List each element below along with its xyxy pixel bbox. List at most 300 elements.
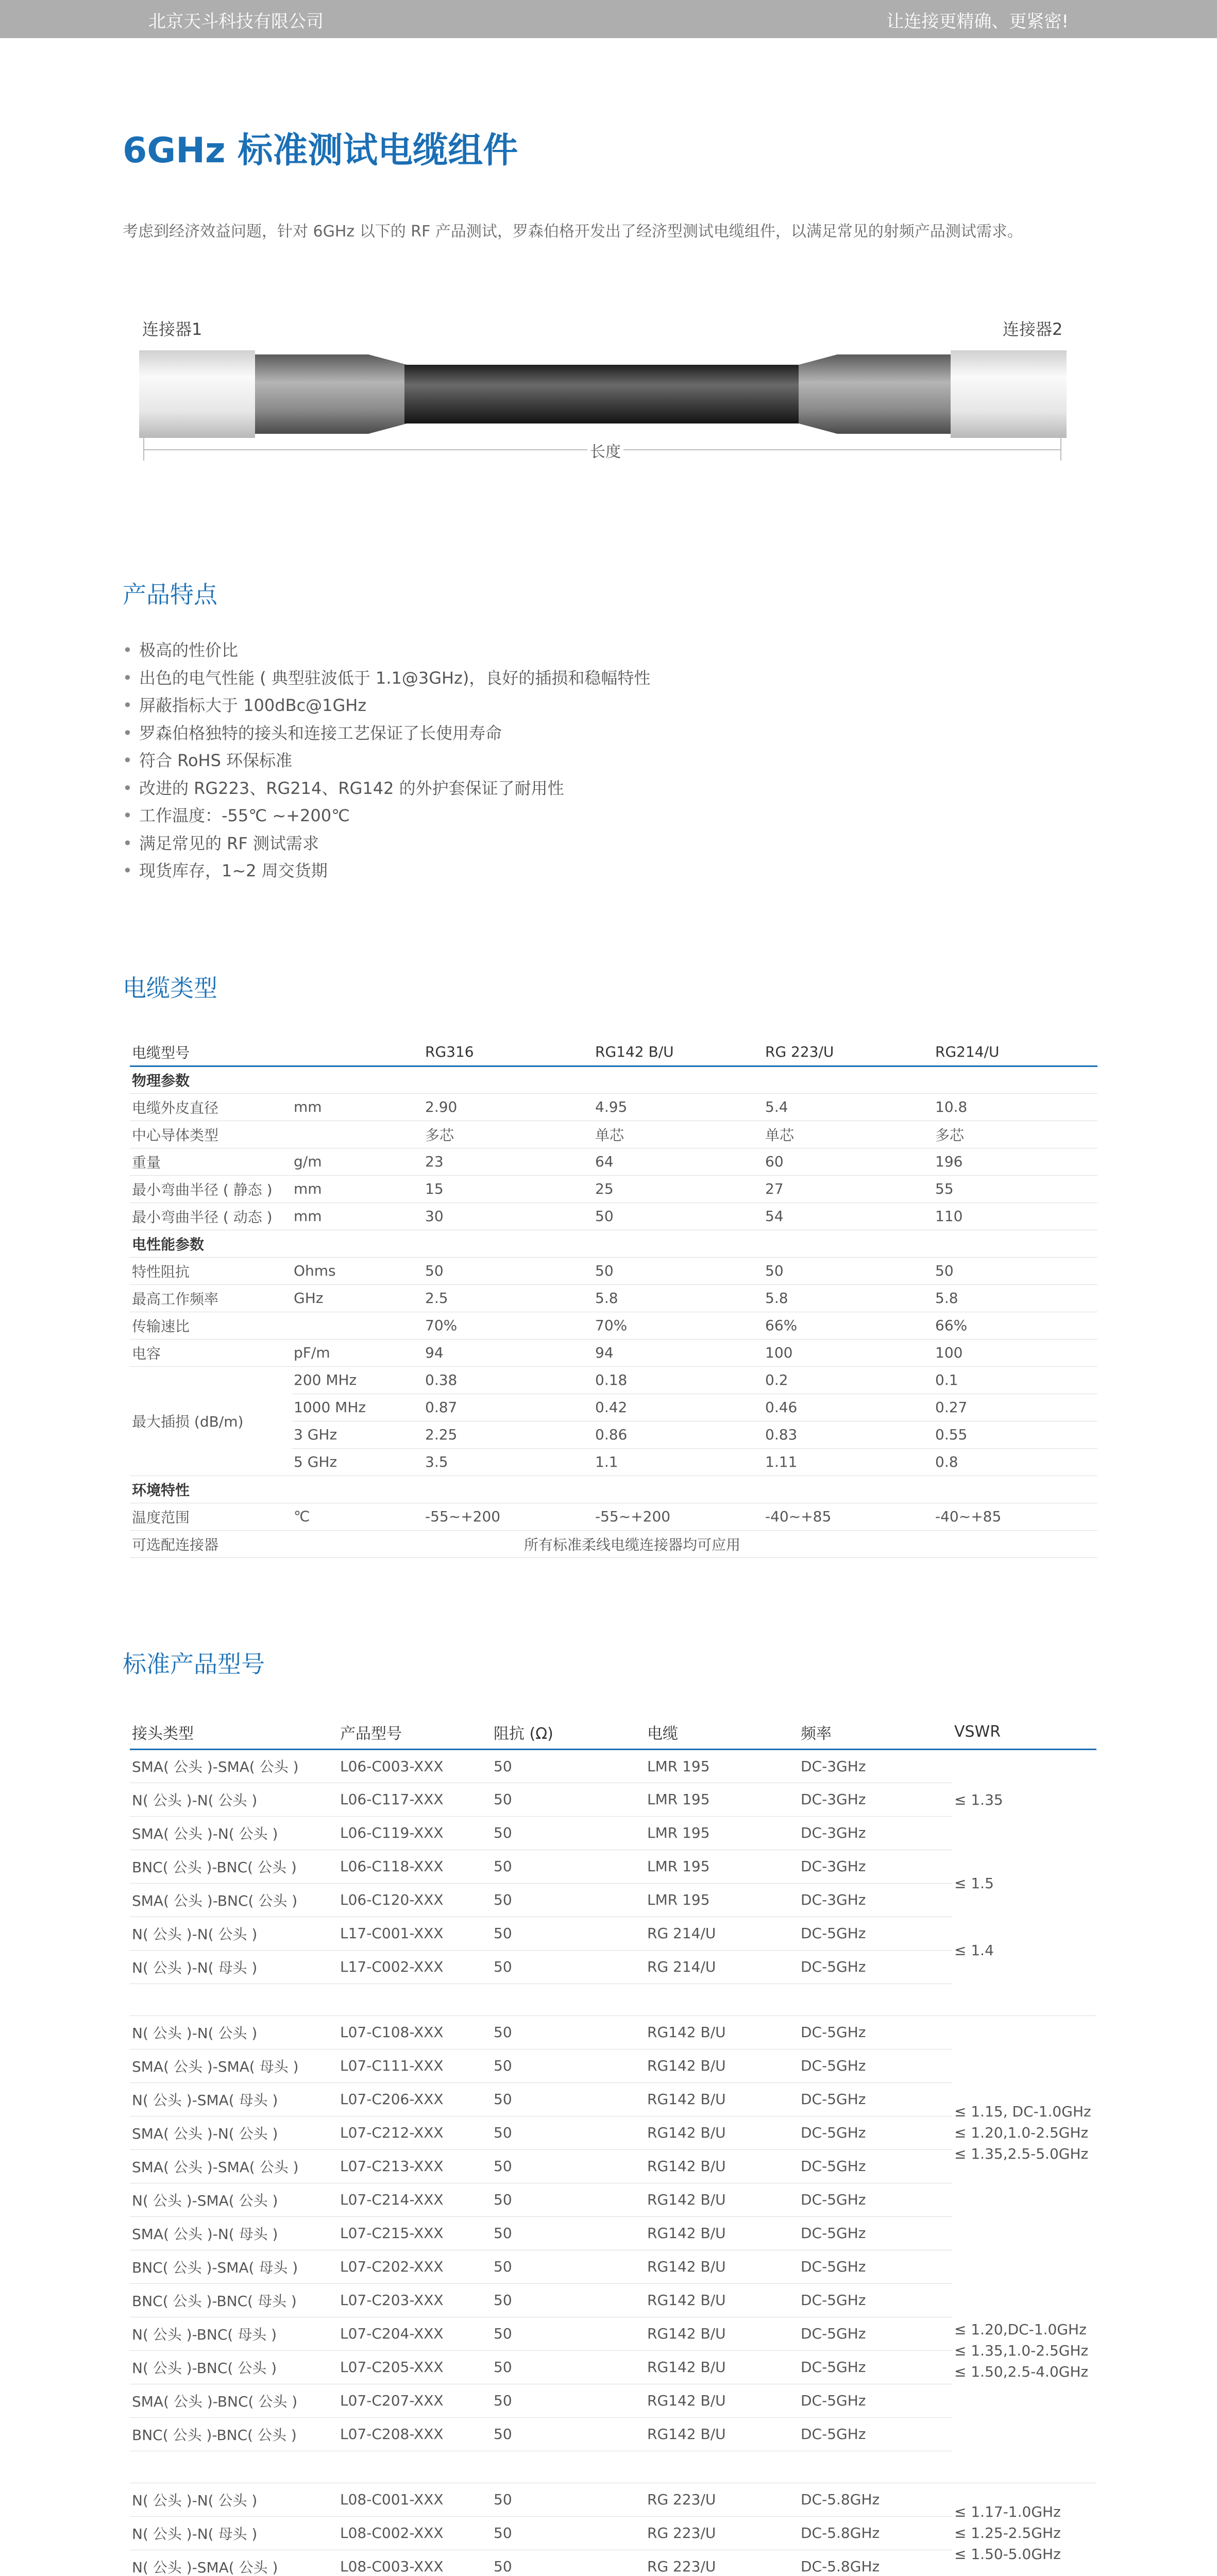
slogan: 让连接更精确、更紧密! bbox=[886, 11, 1069, 32]
table-cell: LMR 195 bbox=[645, 1816, 799, 1850]
table-cell: 60 bbox=[763, 1148, 933, 1175]
table-cell: 50 bbox=[492, 1783, 645, 1816]
bullet-icon: • bbox=[123, 696, 132, 715]
table-cell: 5.8 bbox=[763, 1284, 933, 1312]
table-cell: 70% bbox=[593, 1312, 763, 1339]
table-cell: 196 bbox=[933, 1148, 1097, 1175]
vswr-cell bbox=[952, 2015, 1096, 2250]
bullet-icon: • bbox=[123, 668, 132, 688]
table-cell: 110 bbox=[933, 1202, 1097, 1230]
table-cell: 50 bbox=[492, 2384, 645, 2417]
vswr-cell bbox=[952, 2250, 1096, 2451]
vswr-value: ≤ 1.35 bbox=[954, 1791, 1003, 1808]
bullet-icon: • bbox=[123, 806, 132, 825]
table-cell: 传输速比 bbox=[130, 1312, 292, 1339]
column-header: 频率 bbox=[799, 1716, 952, 1749]
table-cell: 54 bbox=[763, 1202, 933, 1230]
table-cell: 0.83 bbox=[763, 1421, 933, 1448]
bullet-icon: • bbox=[123, 778, 132, 798]
table-cell: LMR 195 bbox=[645, 1883, 799, 1917]
table-row bbox=[130, 2216, 1096, 2250]
table-cell: 50 bbox=[492, 2550, 645, 2576]
table-row bbox=[130, 1202, 1097, 1230]
feature-text: 符合 RoHS 环保标准 bbox=[139, 751, 293, 770]
table-row bbox=[130, 2082, 1096, 2116]
table-row bbox=[130, 2015, 1096, 2049]
table-cell: DC-5.8GHz bbox=[799, 2550, 952, 2576]
table-cell: L07-C203-XXX bbox=[338, 2283, 492, 2317]
table-cell: 1.1 bbox=[593, 1448, 763, 1476]
table-cell: RG 223/U bbox=[645, 2550, 799, 2576]
table-cell: 0.55 bbox=[933, 1421, 1097, 1448]
block-separator bbox=[130, 1984, 1096, 2015]
table-cell: 5.8 bbox=[933, 1284, 1097, 1312]
column-header bbox=[292, 1039, 423, 1066]
table-cell: 55 bbox=[933, 1175, 1097, 1202]
table-row bbox=[130, 1366, 1097, 1394]
table-cell: 4.95 bbox=[593, 1093, 763, 1121]
table-cell: 50 bbox=[492, 2317, 645, 2350]
intro-text: 考虑到经济效益问题，针对 6GHz 以下的 RF 产品测试，罗森伯格开发出了经济型测试电缆组件，以满足常见的射频产品测试需求。 bbox=[123, 223, 1023, 241]
vswr-value: ≤ 1.35,1.0-2.5GHz bbox=[954, 2342, 1089, 2359]
column-header: 电缆型号 bbox=[130, 1039, 292, 1066]
table-cell: BNC( 公头 )-BNC( 母头 ) bbox=[130, 2283, 338, 2317]
table-cell: RG142 B/U bbox=[645, 2384, 799, 2417]
table-cell: 50 bbox=[492, 2183, 645, 2216]
table-cell: RG 214/U bbox=[645, 1917, 799, 1950]
table-cell: ℃ bbox=[292, 1503, 423, 1530]
table-cell: 100 bbox=[763, 1339, 933, 1366]
column-header: 阻抗 (Ω) bbox=[492, 1716, 645, 1749]
table-cell: LMR 195 bbox=[645, 1850, 799, 1883]
table-cell: 50 bbox=[492, 1816, 645, 1850]
table-cell: -40~+85 bbox=[933, 1503, 1097, 1530]
table-cell: RG 223/U bbox=[645, 2483, 799, 2516]
table-cell: N( 公头 )-N( 公头 ) bbox=[130, 2015, 338, 2049]
table-cell: -40~+85 bbox=[763, 1503, 933, 1530]
top-bar bbox=[0, 0, 1217, 38]
table-cell: L07-C207-XXX bbox=[338, 2384, 492, 2417]
table-cell: 2.90 bbox=[423, 1093, 593, 1121]
table-cell: 3 GHz bbox=[292, 1421, 423, 1448]
table-cell: 电容 bbox=[130, 1339, 292, 1366]
vswr-value: ≤ 1.4 bbox=[954, 1941, 994, 1959]
table-cell: 50 bbox=[593, 1202, 763, 1230]
right-connector bbox=[951, 350, 1067, 438]
table-cell: L07-C215-XXX bbox=[338, 2216, 492, 2250]
table-cell: DC-5GHz bbox=[799, 2116, 952, 2149]
table-cell: 27 bbox=[763, 1175, 933, 1202]
table-cell: 单芯 bbox=[763, 1121, 933, 1148]
group-row bbox=[130, 1476, 1097, 1503]
table-cell: RG142 B/U bbox=[645, 2216, 799, 2250]
table-cell: LMR 195 bbox=[645, 1749, 799, 1783]
table-cell: DC-5GHz bbox=[799, 2250, 952, 2283]
table-cell: 50 bbox=[492, 1917, 645, 1950]
vswr-cell bbox=[952, 1749, 1096, 1850]
feature-text: 满足常见的 RF 测试需求 bbox=[139, 833, 319, 853]
table-row bbox=[130, 2384, 1096, 2417]
table-cell: 70% bbox=[423, 1312, 593, 1339]
table-cell: 94 bbox=[423, 1339, 593, 1366]
table-cell: 特性阻抗 bbox=[130, 1257, 292, 1284]
table-row bbox=[130, 1503, 1097, 1530]
table-cell bbox=[292, 1121, 423, 1148]
feature-item bbox=[123, 830, 650, 858]
table-cell: 50 bbox=[492, 2516, 645, 2550]
group-row bbox=[130, 1066, 1097, 1093]
table-cell: -55~+200 bbox=[423, 1503, 593, 1530]
table-cell: 23 bbox=[423, 1148, 593, 1175]
table-cell: 50 bbox=[933, 1257, 1097, 1284]
table-cell: L08-C002-XXX bbox=[338, 2516, 492, 2550]
table-cell: 10.8 bbox=[933, 1093, 1097, 1121]
feature-text: 工作温度：-55℃ ~+200℃ bbox=[139, 806, 350, 825]
table-cell: 最小弯曲半径 ( 静态 ) bbox=[130, 1175, 292, 1202]
table-cell: L07-C214-XXX bbox=[338, 2183, 492, 2216]
table-row bbox=[130, 1148, 1097, 1175]
table-cell: 50 bbox=[492, 2483, 645, 2516]
table-cell: 94 bbox=[593, 1339, 763, 1366]
table-cell: 15 bbox=[423, 1175, 593, 1202]
table-cell: DC-5GHz bbox=[799, 1917, 952, 1950]
table-cell bbox=[292, 1530, 423, 1557]
feature-text: 罗森伯格独特的接头和连接工艺保证了长使用寿命 bbox=[139, 723, 502, 743]
column-header: RG 223/U bbox=[763, 1039, 933, 1066]
cable-body bbox=[404, 365, 801, 423]
table-cell: 5.8 bbox=[593, 1284, 763, 1312]
products-title: 标准产品型号 bbox=[123, 1650, 265, 1678]
table-cell: 多芯 bbox=[423, 1121, 593, 1148]
feature-item bbox=[123, 857, 650, 885]
table-cell: N( 公头 )-N( 母头 ) bbox=[130, 1950, 338, 1984]
table-row bbox=[130, 2283, 1096, 2317]
table-cell: L08-C003-XXX bbox=[338, 2550, 492, 2576]
table-cell: DC-5GHz bbox=[799, 2317, 952, 2350]
table-row bbox=[130, 2149, 1096, 2183]
vswr-value: ≤ 1.5 bbox=[954, 1874, 994, 1892]
table-cell: SMA( 公头 )-SMA( 母头 ) bbox=[130, 2049, 338, 2082]
table-cell: 中心导体类型 bbox=[130, 1121, 292, 1148]
table-cell: DC-5GHz bbox=[799, 2283, 952, 2317]
table-cell: BNC( 公头 )-SMA( 母头 ) bbox=[130, 2250, 338, 2283]
table-cell: DC-5.8GHz bbox=[799, 2483, 952, 2516]
table-cell: L07-C202-XXX bbox=[338, 2250, 492, 2283]
table-row bbox=[130, 1093, 1097, 1121]
column-header: RG316 bbox=[423, 1039, 593, 1066]
table-cell: RG142 B/U bbox=[645, 2015, 799, 2049]
separator-cell bbox=[130, 1984, 1096, 2015]
table-cell: SMA( 公头 )-BNC( 公头 ) bbox=[130, 1883, 338, 1917]
feature-item bbox=[123, 665, 650, 692]
table-cell: 5.4 bbox=[763, 1093, 933, 1121]
table-row bbox=[130, 2116, 1096, 2149]
table-cell: L06-C120-XXX bbox=[338, 1883, 492, 1917]
feature-item bbox=[123, 720, 650, 748]
table-cell: 0.86 bbox=[593, 1421, 763, 1448]
table-cell: DC-5GHz bbox=[799, 2384, 952, 2417]
table-cell: N( 公头 )-SMA( 母头 ) bbox=[130, 2082, 338, 2116]
table-row bbox=[130, 2483, 1096, 2516]
table-cell: DC-3GHz bbox=[799, 1783, 952, 1816]
table-cell: 200 MHz bbox=[292, 1366, 423, 1394]
table-cell: L06-C003-XXX bbox=[338, 1749, 492, 1783]
table-cell: 所有标准柔线电缆连接器均可应用 bbox=[423, 1530, 1097, 1557]
table-cell: 30 bbox=[423, 1202, 593, 1230]
features-title: 产品特点 bbox=[123, 581, 217, 608]
table-cell: 0.38 bbox=[423, 1366, 593, 1394]
table-row bbox=[130, 1530, 1097, 1557]
table-cell: SMA( 公头 )-N( 公头 ) bbox=[130, 2116, 338, 2149]
vswr-value: ≤ 1.15, DC-1.0GHz bbox=[954, 2103, 1091, 2121]
table-cell: 50 bbox=[423, 1257, 593, 1284]
table-cell: RG142 B/U bbox=[645, 2350, 799, 2384]
bullet-icon: • bbox=[123, 833, 132, 853]
table-cell: 50 bbox=[492, 2049, 645, 2082]
table-row bbox=[130, 1312, 1097, 1339]
table-cell: N( 公头 )-BNC( 母头 ) bbox=[130, 2317, 338, 2350]
table-cell: DC-5GHz bbox=[799, 2183, 952, 2216]
table-cell: GHz bbox=[292, 1284, 423, 1312]
table-cell: 0.87 bbox=[423, 1394, 593, 1421]
table-cell: g/m bbox=[292, 1148, 423, 1175]
table-cell: DC-5GHz bbox=[799, 1950, 952, 1984]
table-cell: 0.46 bbox=[763, 1394, 933, 1421]
table-row bbox=[130, 2049, 1096, 2082]
left-boot bbox=[255, 354, 407, 434]
table-cell: 0.27 bbox=[933, 1394, 1097, 1421]
table-cell: RG142 B/U bbox=[645, 2149, 799, 2183]
vswr-value: ≤ 1.25-2.5GHz bbox=[954, 2524, 1061, 2542]
table-cell: DC-5GHz bbox=[799, 2350, 952, 2384]
table-row bbox=[130, 1883, 1096, 1917]
connector1-label: 连接器1 bbox=[142, 319, 202, 339]
table-cell: DC-3GHz bbox=[799, 1749, 952, 1783]
table-cell: 0.2 bbox=[763, 1366, 933, 1394]
table-cell: L07-C205-XXX bbox=[338, 2350, 492, 2384]
table-cell: 5 GHz bbox=[292, 1448, 423, 1476]
table-cell: 50 bbox=[492, 1749, 645, 1783]
table-cell: L08-C001-XXX bbox=[338, 2483, 492, 2516]
table-row bbox=[130, 1175, 1097, 1202]
table-cell: 50 bbox=[492, 2015, 645, 2049]
table-cell: 3.5 bbox=[423, 1448, 593, 1476]
column-header: 产品型号 bbox=[338, 1716, 492, 1749]
column-header: RG142 B/U bbox=[593, 1039, 763, 1066]
feature-item bbox=[123, 802, 650, 830]
connector2-label: 连接器2 bbox=[1003, 319, 1063, 339]
table-cell: L17-C002-XXX bbox=[338, 1950, 492, 1984]
table-cell: DC-3GHz bbox=[799, 1816, 952, 1850]
table-row bbox=[130, 1816, 1096, 1850]
table-cell: N( 公头 )-N( 母头 ) bbox=[130, 2516, 338, 2550]
table-cell: DC-5GHz bbox=[799, 2216, 952, 2250]
table-cell: LMR 195 bbox=[645, 1783, 799, 1816]
vswr-cell bbox=[952, 1850, 1096, 1917]
cable-diagram bbox=[139, 350, 1067, 438]
table-cell: DC-3GHz bbox=[799, 1883, 952, 1917]
vswr-cell bbox=[952, 1917, 1096, 1984]
vswr-value: ≤ 1.20,1.0-2.5GHz bbox=[954, 2124, 1089, 2142]
table-cell: Ohms bbox=[292, 1257, 423, 1284]
cable-types-table bbox=[130, 1039, 1097, 1558]
table-cell: DC-3GHz bbox=[799, 1850, 952, 1883]
page-title: 6GHz 标准测试电缆组件 bbox=[123, 130, 518, 171]
bullet-icon: • bbox=[123, 751, 132, 770]
table-cell: mm bbox=[292, 1202, 423, 1230]
table-cell: L06-C118-XXX bbox=[338, 1850, 492, 1883]
table-row bbox=[130, 2183, 1096, 2216]
feature-text: 屏蔽指标大于 100dBc@1GHz bbox=[139, 696, 367, 715]
table-header-row bbox=[130, 1716, 1096, 1749]
table-cell: 64 bbox=[593, 1148, 763, 1175]
table-cell: 重量 bbox=[130, 1148, 292, 1175]
table-cell: 0.18 bbox=[593, 1366, 763, 1394]
table-cell: 50 bbox=[492, 2216, 645, 2250]
features-list bbox=[123, 637, 650, 885]
table-cell: DC-5.8GHz bbox=[799, 2516, 952, 2550]
table-cell: SMA( 公头 )-SMA( 公头 ) bbox=[130, 1749, 338, 1783]
table-cell: N( 公头 )-SMA( 公头 ) bbox=[130, 2183, 338, 2216]
table-cell: BNC( 公头 )-BNC( 公头 ) bbox=[130, 2417, 338, 2451]
table-cell: 2.25 bbox=[423, 1421, 593, 1448]
feature-text: 改进的 RG223、RG214、RG142 的外护套保证了耐用性 bbox=[139, 778, 564, 798]
table-cell: BNC( 公头 )-BNC( 公头 ) bbox=[130, 1850, 338, 1883]
table-cell bbox=[292, 1312, 423, 1339]
table-cell: 50 bbox=[492, 2283, 645, 2317]
table-cell: -55~+200 bbox=[593, 1503, 763, 1530]
table-cell: N( 公头 )-N( 公头 ) bbox=[130, 2483, 338, 2516]
cable-types-title: 电缆类型 bbox=[123, 974, 217, 1002]
attenuation-label: 最大插损 (dB/m) bbox=[130, 1366, 292, 1476]
column-header: RG214/U bbox=[933, 1039, 1097, 1066]
table-cell: 1000 MHz bbox=[292, 1394, 423, 1421]
table-cell: RG142 B/U bbox=[645, 2183, 799, 2216]
table-cell: L07-C213-XXX bbox=[338, 2149, 492, 2183]
table-cell: N( 公头 )-N( 公头 ) bbox=[130, 1783, 338, 1816]
products-table bbox=[130, 1716, 1096, 2576]
column-header: 电缆 bbox=[645, 1716, 799, 1749]
table-cell: 50 bbox=[492, 2082, 645, 2116]
table-cell: 25 bbox=[593, 1175, 763, 1202]
table-cell: RG142 B/U bbox=[645, 2317, 799, 2350]
group-label: 物理参数 bbox=[130, 1066, 1097, 1093]
table-cell: 多芯 bbox=[933, 1121, 1097, 1148]
table-row bbox=[130, 1917, 1096, 1950]
vswr-value: ≤ 1.20,DC-1.0GHz bbox=[954, 2320, 1087, 2338]
group-row bbox=[130, 1230, 1097, 1257]
table-cell: RG142 B/U bbox=[645, 2049, 799, 2082]
length-label: 长度 bbox=[587, 439, 623, 462]
table-cell: DC-5GHz bbox=[799, 2015, 952, 2049]
table-cell: 0.1 bbox=[933, 1366, 1097, 1394]
table-cell: DC-5GHz bbox=[799, 2149, 952, 2183]
table-cell: 50 bbox=[492, 2116, 645, 2149]
bullet-icon: • bbox=[123, 861, 132, 880]
table-cell: 最高工作频率 bbox=[130, 1284, 292, 1312]
table-cell: 50 bbox=[492, 1850, 645, 1883]
table-cell: 66% bbox=[933, 1312, 1097, 1339]
table-cell: 2.5 bbox=[423, 1284, 593, 1312]
table-cell: mm bbox=[292, 1175, 423, 1202]
table-cell: 电缆外皮直径 bbox=[130, 1093, 292, 1121]
table-row bbox=[130, 1783, 1096, 1816]
table-row bbox=[130, 2417, 1096, 2451]
table-cell: DC-5GHz bbox=[799, 2082, 952, 2116]
table-cell: L07-C204-XXX bbox=[338, 2317, 492, 2350]
table-cell: 100 bbox=[933, 1339, 1097, 1366]
table-row bbox=[130, 1749, 1096, 1783]
table-cell: mm bbox=[292, 1093, 423, 1121]
table-cell: 50 bbox=[593, 1257, 763, 1284]
left-connector bbox=[139, 350, 255, 438]
table-cell: RG142 B/U bbox=[645, 2082, 799, 2116]
table-cell: 最小弯曲半径 ( 动态 ) bbox=[130, 1202, 292, 1230]
table-cell: 温度范围 bbox=[130, 1503, 292, 1530]
table-cell: 可选配连接器 bbox=[130, 1530, 292, 1557]
table-cell: 50 bbox=[763, 1257, 933, 1284]
group-label: 环境特性 bbox=[130, 1476, 1097, 1503]
table-cell: L07-C111-XXX bbox=[338, 2049, 492, 2082]
table-cell: 50 bbox=[492, 2250, 645, 2283]
table-cell: 0.42 bbox=[593, 1394, 763, 1421]
table-row bbox=[130, 2350, 1096, 2384]
vswr-cell bbox=[952, 2483, 1096, 2576]
feature-item bbox=[123, 775, 650, 803]
table-cell: 50 bbox=[492, 2417, 645, 2451]
feature-text: 出色的电气性能 ( 典型驻波低于 1.1@3GHz)，良好的插损和稳幅特性 bbox=[139, 668, 651, 688]
table-cell: SMA( 公头 )-SMA( 公头 ) bbox=[130, 2149, 338, 2183]
table-row bbox=[130, 1950, 1096, 1984]
table-cell: RG142 B/U bbox=[645, 2283, 799, 2317]
bullet-icon: • bbox=[123, 640, 132, 660]
table-cell: L06-C119-XXX bbox=[338, 1816, 492, 1850]
table-row bbox=[130, 2317, 1096, 2350]
table-cell: L06-C117-XXX bbox=[338, 1783, 492, 1816]
table-cell: SMA( 公头 )-N( 公头 ) bbox=[130, 1816, 338, 1850]
table-cell: 50 bbox=[492, 2149, 645, 2183]
table-cell: RG142 B/U bbox=[645, 2417, 799, 2451]
table-cell: SMA( 公头 )-BNC( 公头 ) bbox=[130, 2384, 338, 2417]
table-cell: SMA( 公头 )-N( 母头 ) bbox=[130, 2216, 338, 2250]
table-cell: 0.8 bbox=[933, 1448, 1097, 1476]
feature-item bbox=[123, 692, 650, 720]
table-cell: DC-5GHz bbox=[799, 2417, 952, 2451]
table-cell: pF/m bbox=[292, 1339, 423, 1366]
column-header: VSWR bbox=[952, 1716, 1096, 1749]
length-tick-right bbox=[1060, 437, 1061, 461]
table-cell: N( 公头 )-BNC( 公头 ) bbox=[130, 2350, 338, 2384]
table-cell: L07-C212-XXX bbox=[338, 2116, 492, 2149]
table-cell: L07-C208-XXX bbox=[338, 2417, 492, 2451]
table-cell: RG142 B/U bbox=[645, 2116, 799, 2149]
table-cell: L17-C001-XXX bbox=[338, 1917, 492, 1950]
separator-cell bbox=[130, 2451, 1096, 2483]
table-cell: RG 223/U bbox=[645, 2516, 799, 2550]
table-row bbox=[130, 2516, 1096, 2550]
company-name: 北京天斗科技有限公司 bbox=[148, 11, 324, 32]
table-cell: 66% bbox=[763, 1312, 933, 1339]
table-cell: L07-C206-XXX bbox=[338, 2082, 492, 2116]
table-cell: L07-C108-XXX bbox=[338, 2015, 492, 2049]
table-row bbox=[130, 1339, 1097, 1366]
vswr-value: ≤ 1.50-5.0GHz bbox=[954, 2546, 1061, 2563]
table-cell: 50 bbox=[492, 1883, 645, 1917]
bullet-icon: • bbox=[123, 723, 132, 743]
length-tick-left bbox=[143, 437, 144, 461]
table-cell: N( 公头 )-SMA( 公头 ) bbox=[130, 2550, 338, 2576]
feature-text: 极高的性价比 bbox=[139, 640, 239, 660]
